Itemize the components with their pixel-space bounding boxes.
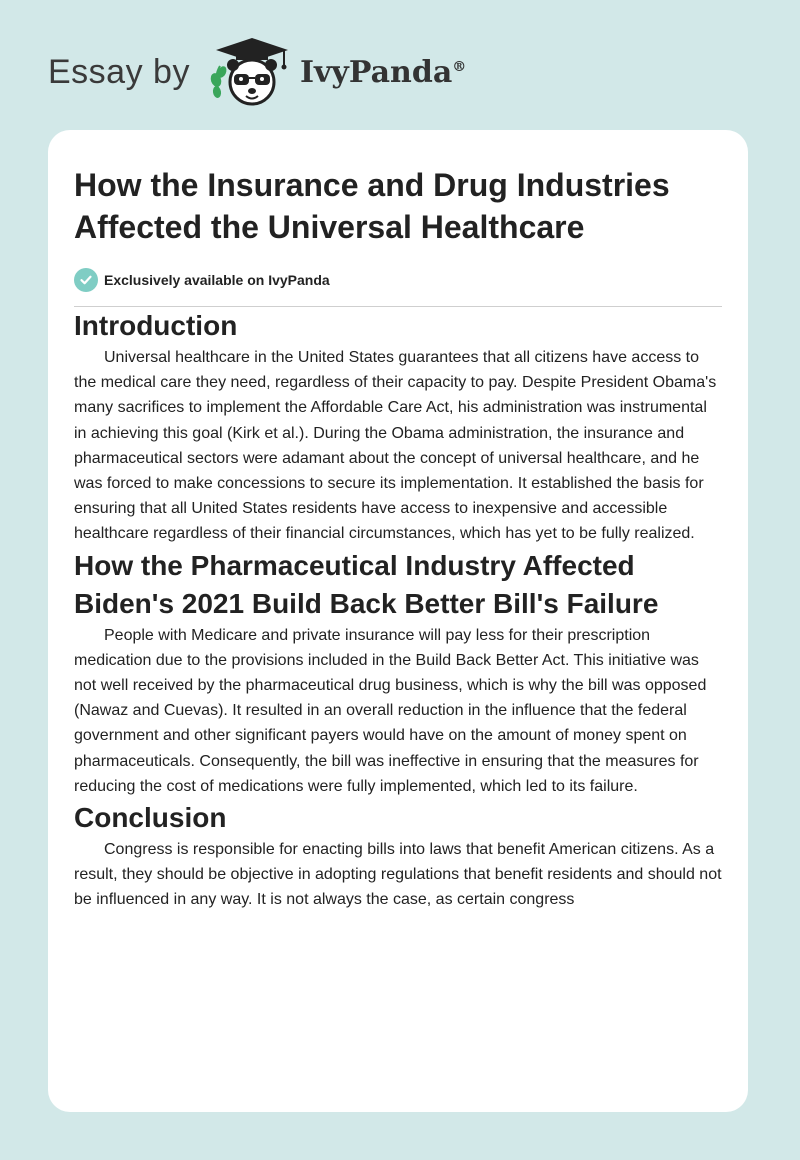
essay-title: How the Insurance and Drug Industries Affected the Universal Healthcare <box>74 167 670 245</box>
essay-content <box>48 130 748 913</box>
section-paragraph-conclusion: Congress is responsible for enacting bills into laws that benefit American citizens. As a result, they should be objective in adopting regulations that benefit residents and should not be influenced in any way. It is not always the case, as certain congress <box>74 841 722 909</box>
site-header <box>48 36 466 108</box>
check-circle-icon <box>74 268 98 292</box>
brand-text: IvyPanda <box>299 54 453 90</box>
exclusive-label: Exclusively available on IvyPanda <box>104 272 330 288</box>
section-heading-introduction: Introduction <box>74 310 238 341</box>
panda-logo-icon[interactable] <box>204 36 294 108</box>
brand-name[interactable] <box>300 55 466 90</box>
essay-by-label: Essay by <box>48 52 190 91</box>
section-heading-pharmaceutical: How the Pharmaceutical Industry Affected Biden's 2021 Build Back Better Bill's Failure <box>74 549 659 619</box>
section-paragraph-pharmaceutical: People with Medicare and private insurance will pay less for their prescription medication due to the provisions included in the Build Back Better Act. This initiative was not well received by the pharmaceutical drug business, which is why the bill was opposed (Nawaz and Cuevas). It resulted in an overall reduction in the influence that the federal government and other significant payers would have on the amount of money spent on pharmaceuticals. Consequently, the bill was ineffective in ensuring that the measures for reducing the cost of medications were fully implemented, which led to its failure. <box>74 626 707 795</box>
essay-card <box>48 130 748 1112</box>
section-paragraph-introduction: Universal healthcare in the United States guarantees that all citizens have access to the medical care they need, regardless of their capacity to pay. Despite President Obama's many sacrifices to implement the Affordable Care Act, his administration was instrumental in achieving this goal (Kirk et al.). During the Obama administration, the insurance and pharmaceutical sectors were adamant about the concept of universal healthcare, and he was forced to make concessions to secure its implementation. It established the basis for ensuring that all United States residents have access to inexpensive and accessible healthcare regardless of their financial circumstances, which has yet to be fully realized. <box>74 349 717 543</box>
exclusive-badge <box>74 268 722 292</box>
registered-mark: ® <box>452 58 467 75</box>
section-heading-conclusion: Conclusion <box>74 802 227 834</box>
